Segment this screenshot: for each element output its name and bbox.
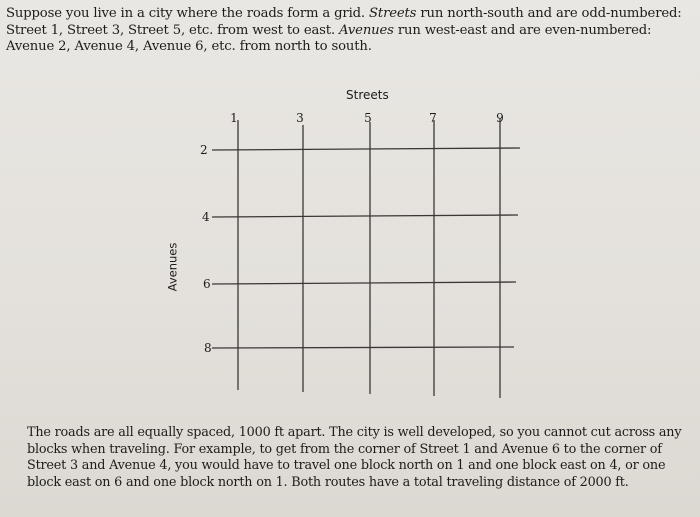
streets-term: Streets <box>369 6 417 21</box>
street-number-7: 7 <box>429 111 437 125</box>
street-number-9: 9 <box>496 111 504 125</box>
street-number-1: 1 <box>230 111 238 125</box>
intro-part-1: Suppose you live in a city where the roads form a grid. <box>6 6 370 21</box>
avenue-number-8: 8 <box>204 341 212 355</box>
avenue-number-6: 6 <box>203 277 211 291</box>
avenue-line-6 <box>212 282 516 284</box>
intro-part-2: run north-south and are odd-numbered: Street 1, Street 3, Street 5, etc. from west to east. <box>6 6 682 38</box>
avenue-line-8 <box>212 347 514 348</box>
intro-paragraph <box>6 6 698 56</box>
grid-figure <box>0 80 700 420</box>
avenue-line-4 <box>212 215 518 217</box>
avenues-axis-title: Avenues <box>165 242 180 292</box>
intro-part-3: run west-east and are even-numbered: Avenue 2, Avenue 4, Avenue 6, etc. from north to south. <box>6 22 652 54</box>
grid-diagram <box>0 80 700 420</box>
streets-axis-title: Streets <box>346 88 389 102</box>
explanation-paragraph: The roads are all equally spaced, 1000 ft apart. The city is well developed, so you cannot cut across any blocks when traveling. For example, to get from the corner of Street 1 and Avenue 6 to the corner of Street 3 and Avenue 4, you would have to travel one block north on 1 and one block east on 4, or one block east on 6 and one block north on 1. Both routes have a total traveling distance of 2000 ft. <box>27 425 682 490</box>
avenue-line-2 <box>212 148 520 150</box>
avenue-number-2: 2 <box>200 143 208 157</box>
avenues-term: Avenues <box>339 22 394 38</box>
avenue-number-4: 4 <box>202 210 210 224</box>
street-number-3: 3 <box>296 111 304 125</box>
intro-text <box>6 6 698 56</box>
street-number-5: 5 <box>364 111 372 125</box>
